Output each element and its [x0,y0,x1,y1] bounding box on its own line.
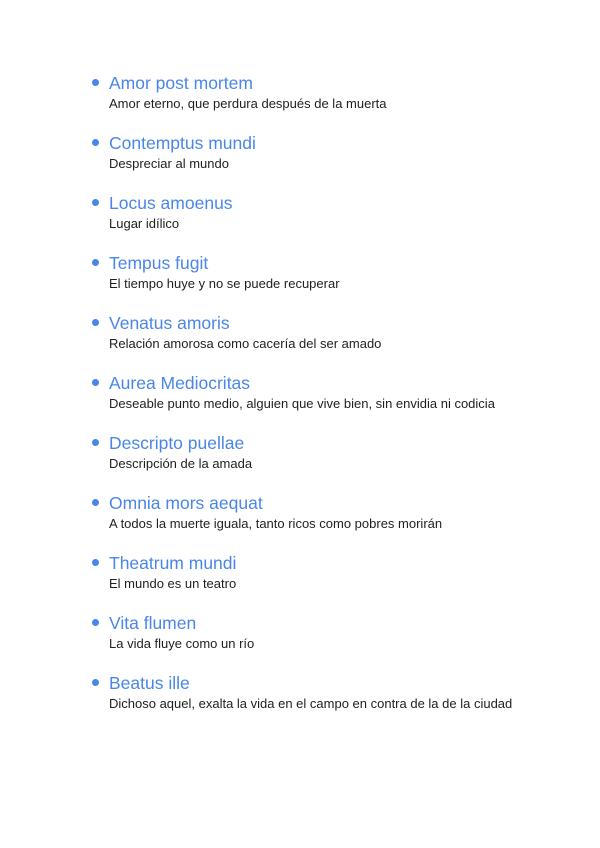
topic-title: Amor post mortem [109,73,253,93]
bullet-icon [92,199,99,206]
topic-description: El mundo es un teatro [109,576,237,591]
topic-description: Despreciar al mundo [109,156,229,171]
bullet-icon [92,559,99,566]
list-item [90,252,520,294]
list-item [90,612,520,654]
topic-description: Dichoso aquel, exalta la vida en el campo en contra de la de la ciudad [109,696,513,711]
topic-description: La vida fluye como un río [109,636,255,651]
topic-title: Theatrum mundi [109,553,237,573]
topic-description: Relación amorosa como cacería del ser amado [109,336,382,351]
topic-description: Descripción de la amada [109,456,253,471]
topic-description: El tiempo huye y no se puede recuperar [109,276,340,291]
list-item [90,672,520,714]
topic-title: Vita flumen [109,613,197,633]
topic-title: Venatus amoris [109,313,230,333]
topic-title: Locus amoenus [109,193,233,213]
topic-description: Amor eterno, que perdura después de la muerta [109,96,387,111]
topic-title: Beatus ille [109,673,190,693]
bullet-icon [92,139,99,146]
topic-title: Omnia mors aequat [109,493,263,513]
bullet-icon [92,679,99,686]
list-item [90,192,520,234]
topic-title: Contemptus mundi [109,133,256,153]
bullet-icon [92,79,99,86]
topic-description: Deseable punto medio, alguien que vive bien, sin envidia ni codicia [109,396,495,411]
list-item [90,72,520,114]
list-item [90,312,520,354]
bullet-icon [92,439,99,446]
list-item [90,372,520,414]
topic-list [90,72,520,732]
topic-description: A todos la muerte iguala, tanto ricos como pobres morirán [109,516,443,531]
bullet-icon [92,499,99,506]
topic-title: Tempus fugit [109,253,209,273]
bullet-icon [92,379,99,386]
list-item [90,492,520,534]
bullet-icon [92,259,99,266]
bullet-icon [92,619,99,626]
bullet-icon [92,319,99,326]
list-item [90,552,520,594]
list-item [90,132,520,174]
topic-title: Descripto puellae [109,433,245,453]
topic-description: Lugar idílico [109,216,180,231]
list-item [90,432,520,474]
topic-title: Aurea Mediocritas [109,373,251,393]
